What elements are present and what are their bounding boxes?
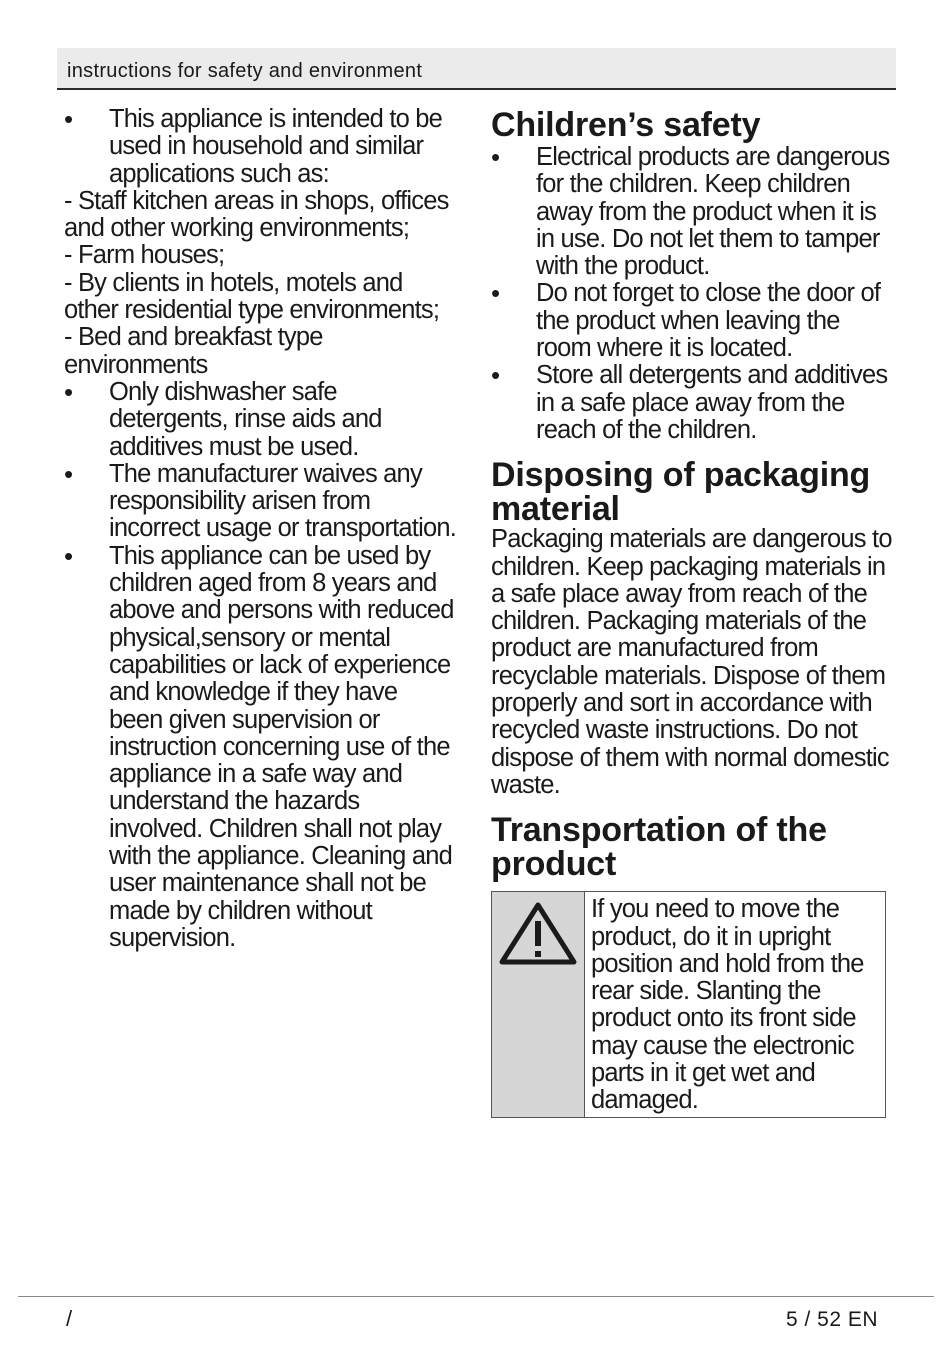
warning-triangle-icon	[498, 900, 578, 966]
list-item: • This appliance can be used by children aged from 8 years and above and persons with reduced physical,sensory or mental capabilities or lack of experience and knowledge if they have been given supervision or instruction concerning use of the appliance in a safe way and understand the hazards involved. Children shall not play with the appliance. Cleaning and user maintenance shall not be made by children without supervision.	[64, 540, 454, 952]
usage-line: - Staff kitchen areas in shops, offices and other working environments;	[64, 186, 449, 243]
list-item: • Do not forget to close the door of the product when leaving the room where it is located.	[491, 278, 881, 363]
list-item: • Store all detergents and additives in a safe place away from the reach of the children.	[491, 360, 888, 444]
disposing-section	[491, 458, 896, 799]
warning-icon-cell	[492, 892, 585, 1116]
transportation-section	[491, 813, 896, 1117]
left-column	[64, 106, 456, 952]
usage-line: - Farm houses;	[64, 241, 225, 270]
list-item: • This appliance is intended to be used in household and similar applications such as:	[64, 104, 443, 188]
warning-box	[491, 891, 886, 1117]
usage-line: - By clients in hotels, motels and other residential type environments;	[64, 268, 440, 325]
warning-text: If you need to move the product, do it in upright position and hold from the rear side. Slanting the product onto its front side may cause the electronic parts in it get wet and damaged.	[591, 895, 864, 1115]
bullet-icon: •	[491, 278, 500, 309]
list-item: • The manufacturer waives any responsibility arisen from incorrect usage or transportation.	[64, 458, 456, 543]
footer-divider	[18, 1296, 934, 1297]
page-number: 5 / 52 EN	[786, 1308, 879, 1331]
footer-mark: /	[66, 1306, 73, 1331]
right-column	[491, 106, 896, 1118]
transportation-heading: Transportation of the product	[491, 811, 827, 884]
page-header	[57, 48, 896, 90]
childrens-safety-section	[491, 108, 896, 444]
list-item: • Only dishwasher safe detergents, rinse aids and additives must be used.	[64, 376, 382, 461]
usage-line: - Bed and breakfast type environments	[64, 323, 323, 379]
bullet-icon: •	[64, 540, 73, 571]
page-header-title: instructions for safety and environment	[67, 60, 423, 82]
disposing-heading: Disposing of packaging material	[491, 456, 871, 529]
bullet-icon: •	[491, 360, 500, 391]
bullet-icon: •	[64, 376, 73, 407]
bullet-icon: •	[64, 104, 73, 134]
list-item: • Electrical products are dangerous for the children. Keep children away from the product when it is in use. Do not let them to tamper with the product.	[491, 142, 890, 281]
disposing-paragraph: Packaging materials are dangerous to children. Keep packaging materials in a safe place away from reach of the children. Packaging materials of the product are manufactured from recyclable materials. Dispose of them properly and sort in accordance with recycled waste instructions. Do not dispose of them with normal domestic waste.	[491, 525, 892, 799]
bullet-icon: •	[64, 458, 73, 489]
bullet-icon: •	[491, 142, 500, 172]
childrens-safety-heading: Children’s safety	[491, 106, 761, 144]
